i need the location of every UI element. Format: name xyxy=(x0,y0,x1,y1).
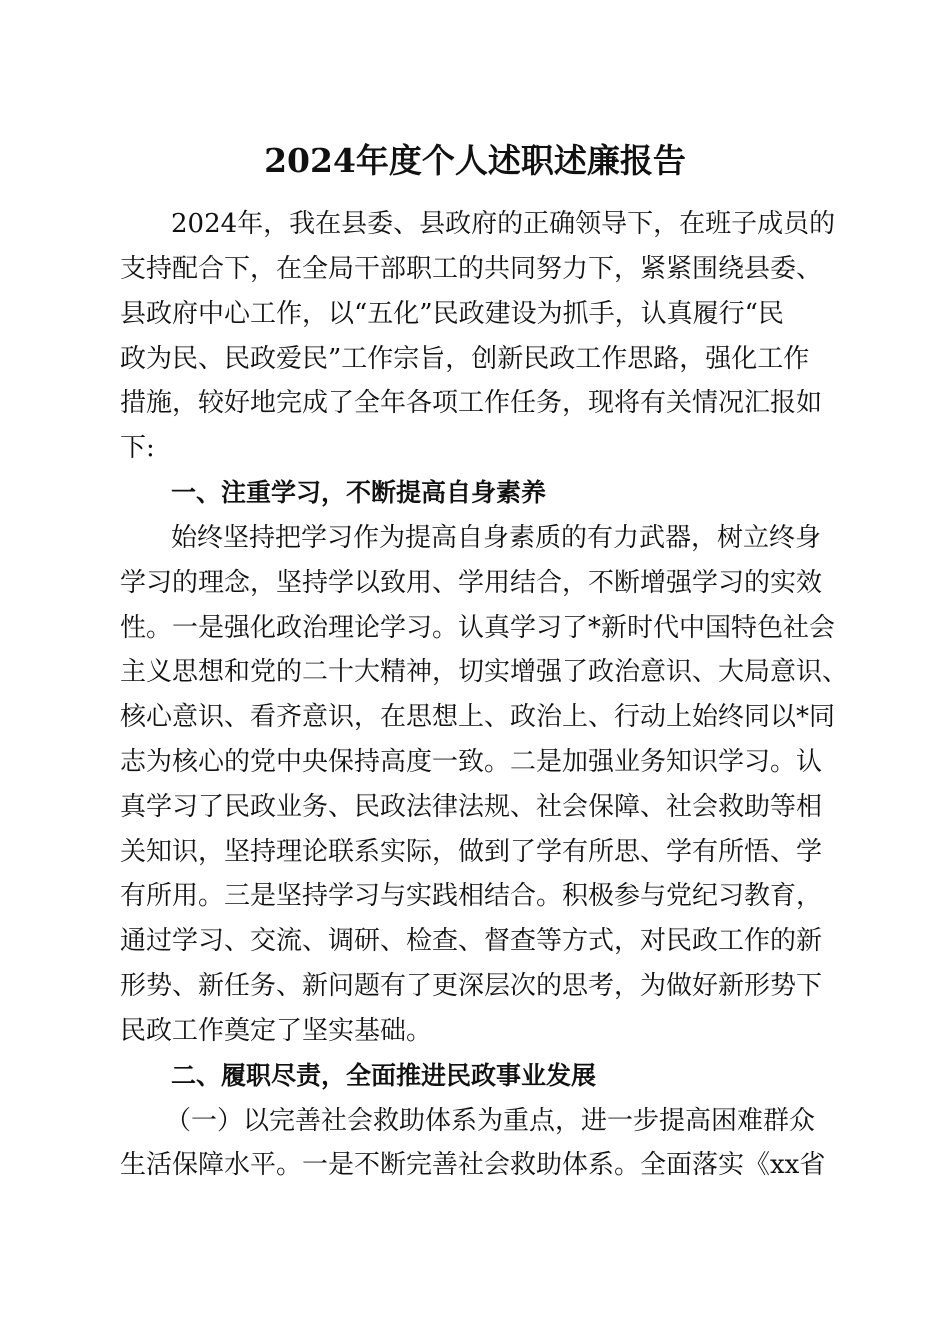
paragraph-line: 形势、新任务、新问题有了更深层次的思考，为做好新形势下 xyxy=(120,971,823,1001)
section-heading-2: 二、履职尽责，全面推进民政事业发展 xyxy=(171,1061,597,1090)
paragraph-line: 县政府中心工作，以“五化”民政建设为抓手，认真履行“民 xyxy=(120,299,784,329)
document-title: 2024年度个人述职述廉报告 xyxy=(264,141,686,180)
paragraph-line: 2024年，我在县委、县政府的正确领导下，在班子成员的 xyxy=(171,209,836,239)
paragraph-line: 有所用。三是坚持学习与实践相结合。积极参与党纪习教育， xyxy=(120,881,823,911)
paragraph-line: 始终坚持把学习作为提高自身素质的有力武器，树立终身 xyxy=(171,523,822,553)
paragraph-line: 关知识，坚持理论联系实际，做到了学有所思、学有所悟、学 xyxy=(120,837,823,867)
paragraph-line: 学习的理念，坚持学以致用、学用结合，不断增强学习的实效 xyxy=(120,568,823,598)
paragraph-line: 核心意识、看齐意识，在思想上、政治上、行动上始终同以*同 xyxy=(120,702,836,732)
paragraph-line: 通过学习、交流、调研、检查、督查等方式，对民政工作的新 xyxy=(120,926,823,956)
paragraph-line: 志为核心的党中央保持高度一致。二是加强业务知识学习。认 xyxy=(120,747,823,777)
paragraph-line: 主义思想和党的二十大精神，切实增强了政治意识、大局意识、 xyxy=(120,657,849,687)
paragraph-line: 真学习了民政业务、民政法律法规、社会保障、社会救助等相 xyxy=(120,792,823,822)
paragraph-line: 措施，较好地完成了全年各项工作任务，现将有关情况汇报如 xyxy=(120,388,823,418)
paragraph-line: 支持配合下，在全局干部职工的共同努力下，紧紧围绕县委、 xyxy=(120,254,823,284)
paragraph-line: 下: xyxy=(120,433,155,463)
paragraph-line: 政为民、民政爱民”工作宗旨，创新民政工作思路，强化工作 xyxy=(120,344,810,374)
section-heading-1: 一、注重学习，不断提高自身素养 xyxy=(171,478,547,507)
paragraph-line: 性。一是强化政治理论学习。认真学习了*新时代中国特色社会 xyxy=(120,613,836,643)
paragraph-line: 生活保障水平。一是不断完善社会救助体系。全面落实《xx省 xyxy=(120,1150,826,1180)
paragraph-line: 民政工作奠定了坚实基础。 xyxy=(120,1016,433,1046)
paragraph-line: （一）以完善社会救助体系为重点，进一步提高困难群众 xyxy=(165,1106,816,1136)
